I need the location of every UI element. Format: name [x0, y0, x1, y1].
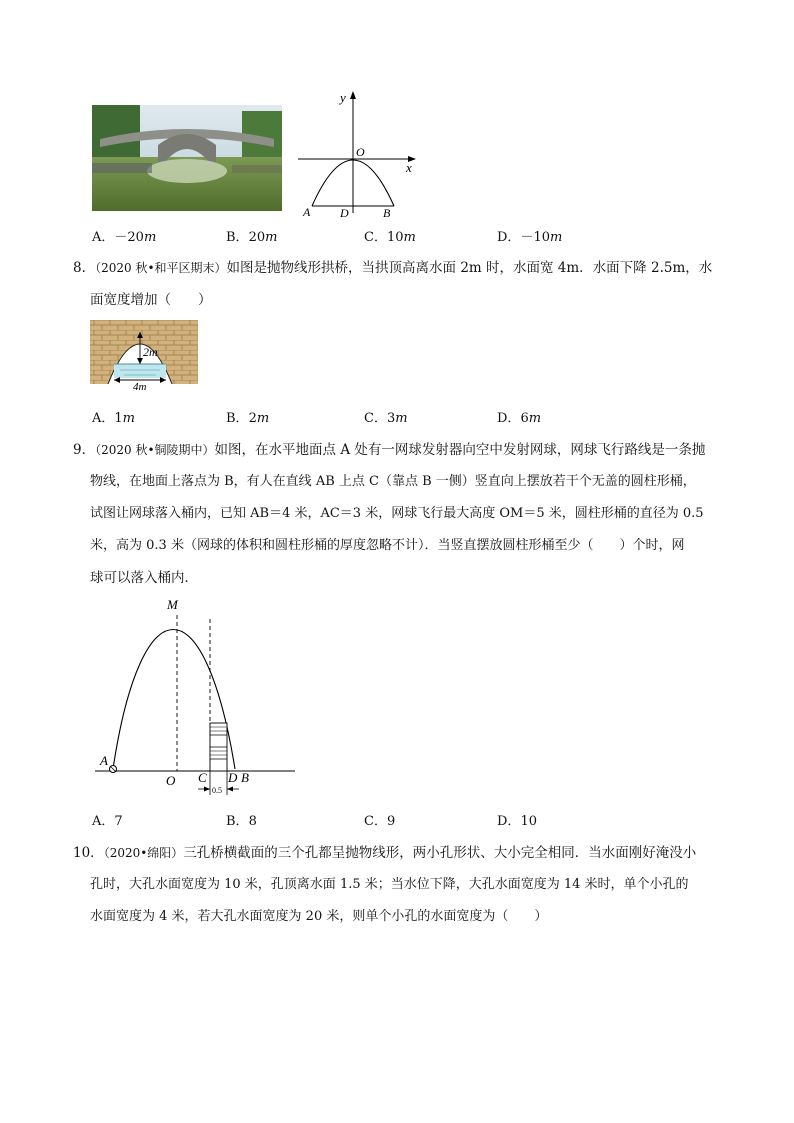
- bridge-photo: [92, 105, 282, 211]
- parabola-coordinate-graph: [295, 88, 420, 220]
- question-number: 10．: [73, 845, 104, 861]
- diameter-label: 0.5: [212, 786, 222, 795]
- q9-line-1: [73, 440, 705, 460]
- tennis-trajectory-figure: [95, 597, 300, 797]
- q7-option-a[interactable]: A．－20m: [92, 230, 157, 245]
- question-text: 如图，在水平地面点 A 处有一网球发射器向空中发射网球，网球飞行路线是一条抛: [214, 442, 706, 458]
- q9-option-a[interactable]: A．7: [92, 814, 123, 829]
- q8-option-a[interactable]: A．1m: [92, 411, 135, 426]
- point-b-label: B: [383, 206, 391, 220]
- q10-line-3: 水面宽度为 4 米，若大孔水面宽度为 20 米，则单个小孔的水面宽度为（ ）: [90, 909, 548, 924]
- q9-option-d[interactable]: D．10: [497, 814, 537, 829]
- question-text: 如图是抛物线形拱桥，当拱顶高离水面 2m 时，水面宽 4m．水面下降 2.5m，水: [226, 260, 713, 276]
- q8-option-b[interactable]: B．2m: [226, 411, 270, 426]
- q9-line-5: 球可以落入桶内．: [90, 570, 198, 586]
- point-d-label: D: [228, 770, 238, 785]
- origin-label: O: [356, 145, 365, 159]
- point-d-label: D: [340, 206, 349, 220]
- q8-line-2: 面宽度增加（ ）: [90, 292, 212, 308]
- width-label: 4m: [133, 381, 147, 393]
- point-o-label: O: [166, 773, 176, 788]
- q8-option-d[interactable]: D．6m: [497, 411, 542, 426]
- q8-line-1: [73, 258, 712, 278]
- q7-option-c[interactable]: C．10m: [364, 230, 416, 245]
- point-a-label: A: [100, 753, 108, 768]
- height-label: 2m: [143, 345, 158, 359]
- x-axis-label: x: [406, 160, 412, 175]
- question-source: （2020•绵阳）: [103, 846, 184, 860]
- q8-option-c[interactable]: C．3m: [364, 411, 408, 426]
- q7-option-b[interactable]: B．20m: [226, 230, 278, 245]
- q9-option-c[interactable]: C．9: [364, 814, 396, 829]
- question-source: （2020 秋•和平区期末）: [95, 261, 227, 275]
- question-text: 三孔桥横截面的三个孔都呈抛物线形，两小孔形状、大小完全相同．当水面刚好淹没小: [183, 845, 697, 861]
- q7-option-d[interactable]: D．－10m: [497, 230, 563, 245]
- question-source: （2020 秋•铜陵期中）: [95, 443, 215, 457]
- point-m-label: M: [167, 597, 178, 612]
- point-c-label: C: [198, 770, 207, 785]
- q9-option-b[interactable]: B．8: [226, 814, 257, 829]
- q9-line-3: 试图让网球落入桶内，已知 AB＝4 米，AC＝3 米，网球飞行最大高度 OM＝5 米，圆柱形桶的直径为 0.5: [90, 506, 704, 521]
- y-axis-label: y: [340, 90, 346, 105]
- q9-line-4: 米，高为 0.3 米（网球的体积和圆柱形桶的厚度忽略不计）．当竖直摆放圆柱形桶至少（ ）个时，网: [90, 538, 685, 553]
- q10-line-2: 孔时，大孔水面宽度为 10 米，孔顶离水面 1.5 米；当水位下降，大孔水面宽度为 14 米时，单个小孔的: [90, 877, 689, 892]
- point-a-label: A: [303, 205, 311, 219]
- point-b-label: B: [241, 770, 249, 785]
- q10-line-1: [73, 843, 696, 863]
- question-number: 8．: [73, 260, 96, 276]
- question-number: 9．: [73, 442, 96, 458]
- q9-line-2: 物线，在地面上落点为 B，有人在直线 AB 上点 C（靠点 B 一侧）竖直向上摆放若干个无盖的圆柱形桶，: [90, 474, 696, 489]
- arch-bridge-figure: [90, 320, 198, 393]
